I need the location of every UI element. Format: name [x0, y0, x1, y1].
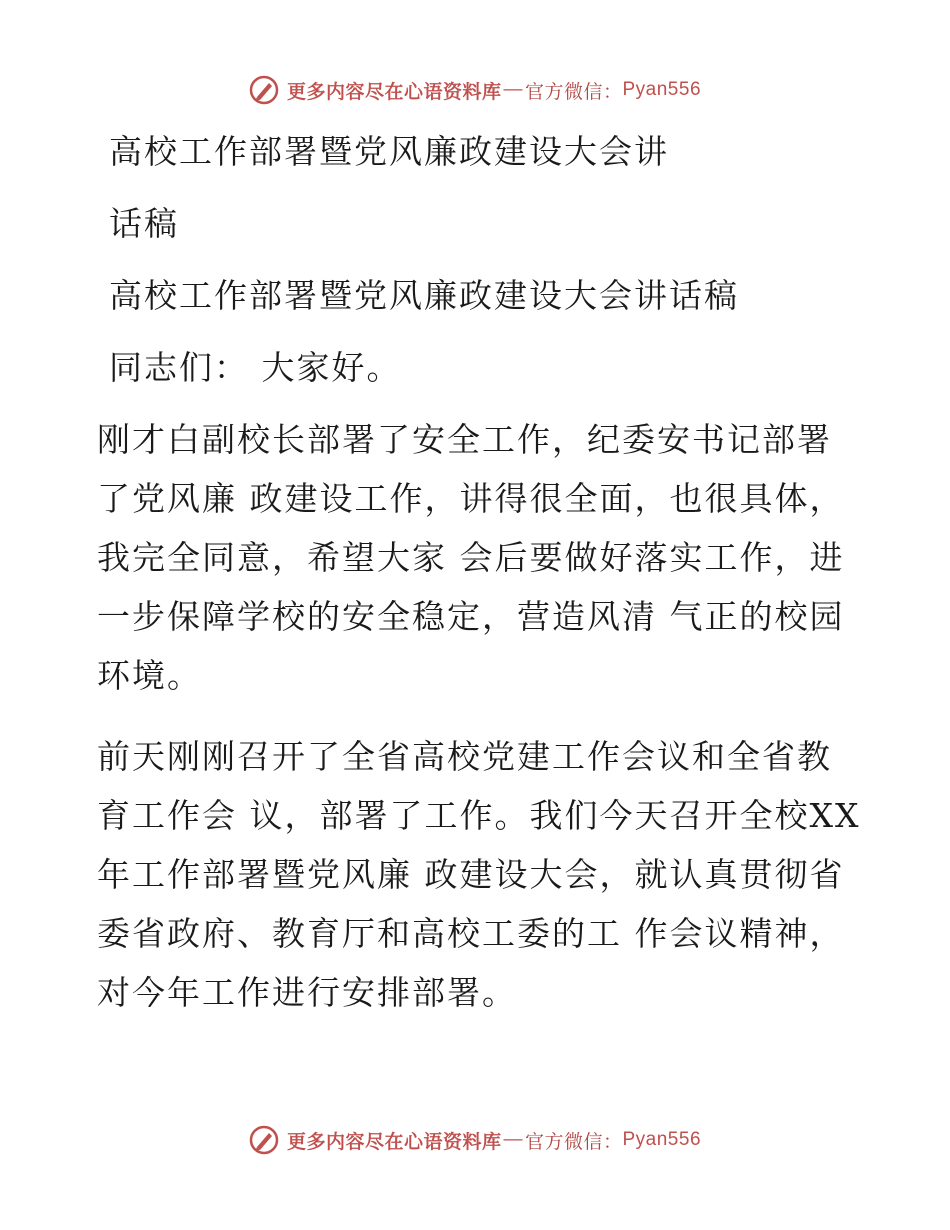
paragraph-1-line: 一步保障学校的安全稳定，营造风清 气正的校园 [97, 597, 845, 636]
title-line-1: 高校工作部署暨党风廉政建设大会讲 [109, 132, 669, 171]
paragraph-1-line: 了党风廉 政建设工作，讲得很全面，也很具体， [97, 479, 845, 518]
document-body [97, 122, 861, 1022]
banner-wechat-id: Pyan556 [622, 79, 702, 100]
paragraph-1 [97, 410, 845, 705]
paragraph-1-line: 我完全同意，希望大家 会后要做好落实工作，进 [97, 538, 845, 577]
pen-logo-icon [249, 75, 279, 105]
banner-dash: — [503, 1129, 523, 1150]
footer-watermark-banner [0, 1120, 950, 1160]
banner-wechat-label: 官方微信： [524, 1131, 623, 1153]
document-subtitle: 高校工作部署暨党风廉政建设大会讲话稿 [109, 276, 739, 315]
paragraph-2-line: 对今年工作进行安排部署。 [97, 973, 517, 1012]
banner-wechat-id: Pyan556 [622, 1129, 702, 1150]
paragraph-2-line: 委省政府、教育厅和高校工委的工 作会议精神， [97, 914, 845, 953]
paragraph-2-line: 年工作部署暨党风廉 政建设大会，就认真贯彻省 [97, 855, 845, 894]
banner-dash: — [503, 79, 523, 100]
banner-site-text: 更多内容尽在心语资料库 [286, 1131, 502, 1153]
title-line-2: 话稿 [109, 204, 179, 243]
paragraph-2-line: 育工作会 议，部署了工作。我们今天召开全校XX [97, 796, 861, 835]
paragraph-2-line: 前天刚刚召开了全省高校党建工作会议和全省教 [97, 737, 832, 776]
paragraph-1-line: 环境。 [97, 656, 202, 695]
header-watermark-banner [0, 70, 950, 110]
greeting: 同志们： 大家好。 [109, 348, 402, 387]
banner-wechat-label: 官方微信： [524, 81, 623, 103]
banner-site-text: 更多内容尽在心语资料库 [286, 81, 502, 103]
paragraph-2 [97, 727, 861, 1022]
pen-logo-icon [249, 1125, 279, 1155]
paragraph-1-line: 刚才白副校长部署了安全工作，纪委安书记部署 [97, 420, 832, 459]
